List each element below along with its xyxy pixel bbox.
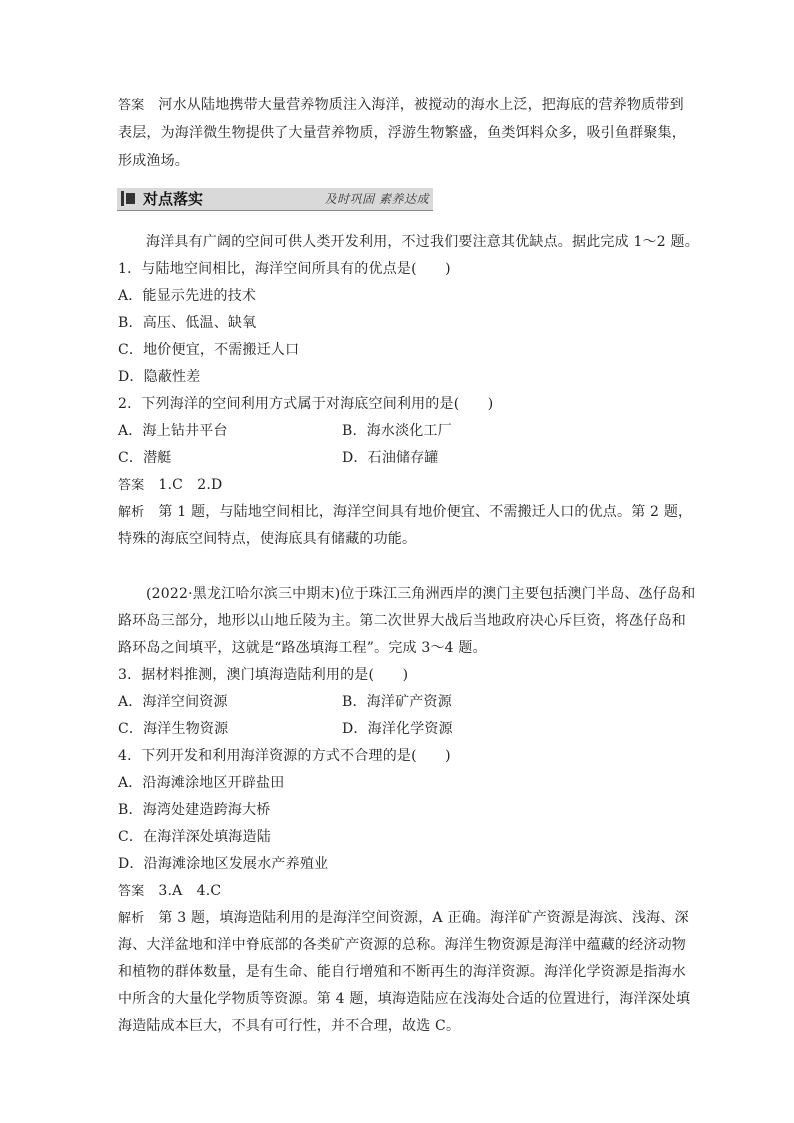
answer-label: 答案 [118,98,145,113]
explanation-text: 第 3 题，填海造陆利用的是海洋空间资源，A 正确。海洋矿产资源是海滨、浅海、深 [158,910,689,926]
q3-option-c: C．海洋生物资源 [118,721,229,737]
top-answer-line-2: 表层，为海洋微生物提供了大量营养物质，浮游生物繁盛，鱼类饵料众多，吸引鱼群聚集， [118,125,686,141]
q2-stem: 2．下列海洋的空间利用方式属于对海底空间利用的是( ) [118,396,494,412]
q1-stem: 1．与陆地空间相比，海洋空间所具有的优点是( ) [118,261,451,277]
intro-2-line-1: (2022·黑龙江哈尔滨三中期末)位于珠江三角洲西岸的澳门主要包括澳门半岛、氹仔岛和 [146,586,696,602]
q1-option-c: C．地价便宜，不需搬迁人口 [118,342,300,358]
explanation-3-4-line-4: 中所含的大量化学物质等资源。第 4 题，填海造陆应在浅海处合适的位置进行，海洋深处填 [118,991,691,1007]
q2-option-b: B．海水淡化工厂 [342,423,452,439]
answer-3-4 [118,881,221,902]
q4-option-c: C．在海洋深处填海造陆 [118,829,271,845]
q4-option-d: D．沿海滩涂地区发展水产养殖业 [118,856,329,872]
explanation-1-2-line-1 [118,502,692,523]
q2-option-d: D．石油储存罐 [342,450,439,466]
explanation-3-4-line-5: 海造陆成本巨大，不具有可行性，并不合理，故选 C。 [118,1018,461,1034]
intro-1: 海洋具有广阔的空间可供人类开发利用，不过我们要注意其优缺点。据此完成 1～2 题。 [146,234,699,250]
q3-option-a: A．海洋空间资源 [118,694,228,710]
explanation-label: 解析 [118,505,145,520]
explanation-3-4-line-2: 海、大洋盆地和洋中脊底部的各类矿产资源的总称。海洋生物资源是海洋中蕴藏的经济动物 [118,937,686,953]
top-answer-line-1 [118,95,684,116]
explanation-3-4-line-3: 和植物的群体数量，是有生命、能自行增殖和不断再生的海洋资源。海洋化学资源是指海水 [118,964,686,980]
section-tag: 及时巩固 素养达成 [324,192,429,206]
top-answer-line-3: 形成渔场。 [118,153,189,169]
q3-option-b: B．海洋矿产资源 [342,694,452,710]
answer-text: 1.C 2.D [158,477,223,493]
q3-stem: 3．据材料推测，澳门填海造陆利用的是( ) [118,667,409,683]
section-title: 对点落实 [143,190,204,208]
q1-option-a: A．能显示先进的技术 [118,288,257,304]
section-header [117,188,433,210]
intro-2-line-3: 路环岛之间填平，这就是“路氹填海工程”。完成 3～4 题。 [118,640,487,656]
q4-option-a: A．沿海滩涂地区开辟盐田 [118,775,285,791]
q1-option-b: B．高压、低温、缺氧 [118,315,257,331]
answer-text: 3.A 4.C [158,883,222,899]
answer-label: 答案 [118,884,145,899]
q4-stem: 4．下列开发和利用海洋资源的方式不合理的是( ) [118,748,451,764]
section-divider [117,210,433,211]
q3-option-d: D．海洋化学资源 [342,721,453,737]
q2-option-c: C．潜艇 [118,450,172,466]
q1-option-d: D．隐蔽性差 [118,369,201,385]
intro-2-line-2: 路环岛三部分，地形以山地丘陵为主。第二次世界大战后当地政府决心斥巨资，将氹仔岛和 [118,613,686,629]
book-icon [121,191,135,206]
answer-1-2 [118,475,222,496]
explanation-text: 第 1 题，与陆地空间相比，海洋空间具有地价便宜、不需搬迁人口的优点。第 2 题， [158,504,693,520]
answer-label: 答案 [118,478,145,493]
explanation-1-2-line-2: 特殊的海底空间特点，使海底具有储藏的功能。 [118,531,417,547]
q2-option-a: A．海上钻井平台 [118,423,228,439]
explanation-3-4-line-1 [118,908,689,929]
explanation-label: 解析 [118,911,145,926]
answer-text: 河水从陆地携带大量营养物质注入海洋，被搅动的海水上泛，把海底的营养物质带到 [158,97,684,113]
q4-option-b: B．海湾处建造跨海大桥 [118,802,271,818]
